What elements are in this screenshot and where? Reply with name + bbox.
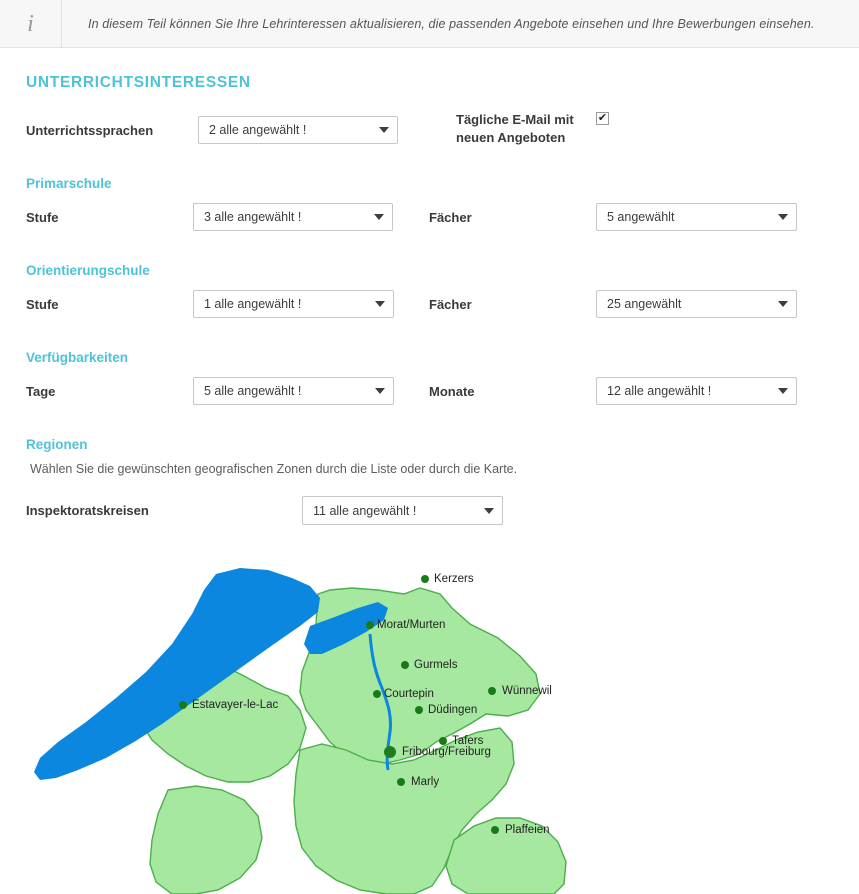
regionen-hint: Wählen Sie die gewünschten geografischen Zonen durch die Liste oder durch die Karte. xyxy=(30,462,518,476)
select-orientierungschule-stufe[interactable] xyxy=(193,290,394,318)
label-primarschule-stufe: Stufe xyxy=(26,210,59,225)
canton-map[interactable] xyxy=(0,564,859,894)
select-inspektoratskreisen-value: 11 alle angewählt ! xyxy=(313,503,417,518)
marker-courtepin[interactable] xyxy=(373,690,381,698)
map-label-fribourg-freiburg[interactable]: Fribourg/Freiburg xyxy=(402,746,491,758)
select-inspektoratskreisen[interactable] xyxy=(302,496,503,525)
map-region-south-west[interactable] xyxy=(150,786,262,894)
label-tage: Tage xyxy=(26,384,56,399)
label-primarschule-faecher: Fächer xyxy=(429,210,472,225)
info-icon-cell xyxy=(0,0,62,48)
select-primarschule-faecher-value: 5 angewählt xyxy=(607,210,675,224)
map-label-plaffeien[interactable]: Plaffeien xyxy=(505,824,550,836)
page-title: UNTERRICHTSINTERESSEN xyxy=(26,74,251,91)
row-unterrichtssprachen xyxy=(26,114,833,160)
chevron-down-icon[interactable] xyxy=(770,204,796,230)
subtitle-orientierungschule: Orientierungschule xyxy=(26,263,150,278)
select-tage-value: 5 alle angewählt ! xyxy=(204,384,302,398)
chevron-down-icon[interactable] xyxy=(367,291,393,317)
chevron-down-icon[interactable] xyxy=(367,378,393,404)
map-label-duedingen[interactable]: Düdingen xyxy=(428,704,478,716)
info-bar xyxy=(0,0,859,48)
marker-estavayer-le-lac[interactable] xyxy=(179,701,187,709)
marker-morat-murten[interactable] xyxy=(366,621,374,629)
checkbox-daily-mail[interactable]: ✔ xyxy=(597,112,608,124)
label-daily-mail: Tägliche E-Mail mit neuen Angeboten xyxy=(456,112,574,145)
subtitle-primarschule: Primarschule xyxy=(26,176,112,191)
map-label-morat-murten[interactable]: Morat/Murten xyxy=(377,619,446,631)
label-orientierungschule-faecher: Fächer xyxy=(429,297,472,312)
select-orientierungschule-faecher[interactable] xyxy=(596,290,797,318)
row-orientierungschule xyxy=(26,288,833,334)
select-tage[interactable] xyxy=(193,377,394,405)
subtitle-verfuegbarkeiten: Verfügbarkeiten xyxy=(26,350,129,365)
marker-wuennewil[interactable] xyxy=(488,687,496,695)
chevron-down-icon[interactable] xyxy=(366,204,392,230)
select-monate-value: 12 alle angewählt ! xyxy=(607,384,712,398)
select-primarschule-stufe[interactable] xyxy=(193,203,393,231)
select-orientierungschule-stufe-value: 1 alle angewählt ! xyxy=(204,297,302,311)
canton-map-svg[interactable] xyxy=(0,564,859,894)
select-unterrichtssprachen-value: 2 alle angewählt ! xyxy=(209,123,307,137)
row-inspektoratskreisen xyxy=(26,494,833,540)
info-icon: i xyxy=(27,10,34,37)
label-inspektoratskreisen: Inspektoratskreisen xyxy=(26,503,149,518)
map-label-wuennewil[interactable]: Wünnewil xyxy=(502,685,552,697)
label-monate: Monate xyxy=(429,384,475,399)
label-unterrichtssprachen: Unterrichtssprachen xyxy=(26,123,154,138)
map-label-estavayer-le-lac[interactable]: Estavayer-le-Lac xyxy=(192,699,279,711)
label-orientierungschule-stufe: Stufe xyxy=(26,297,59,312)
map-label-tafers[interactable]: Tafers xyxy=(452,735,484,747)
main-content xyxy=(0,74,859,894)
row-verfuegbarkeiten xyxy=(26,375,833,421)
marker-kerzers[interactable] xyxy=(421,575,429,583)
subtitle-regionen: Regionen xyxy=(26,437,88,452)
map-label-marly[interactable]: Marly xyxy=(411,776,440,788)
select-primarschule-faecher[interactable] xyxy=(596,203,797,231)
chevron-down-icon[interactable] xyxy=(770,291,796,317)
map-label-gurmels[interactable]: Gurmels xyxy=(414,659,458,671)
marker-duedingen[interactable] xyxy=(415,706,423,714)
marker-tafers[interactable] xyxy=(439,737,447,745)
map-label-courtepin[interactable]: Courtepin xyxy=(384,688,434,700)
info-bar-text: In diesem Teil können Sie Ihre Lehrinteressen aktualisieren, die passenden Angebote einsehen und Ihre Bewerbungen einsehen. xyxy=(88,16,815,31)
chevron-down-icon[interactable] xyxy=(371,117,397,143)
marker-marly[interactable] xyxy=(397,778,405,786)
select-orientierungschule-faecher-value: 25 angewählt xyxy=(607,297,682,311)
marker-gurmels[interactable] xyxy=(401,661,409,669)
map-label-kerzers[interactable]: Kerzers xyxy=(434,573,474,585)
select-primarschule-stufe-value: 3 alle angewählt ! xyxy=(204,210,302,224)
select-unterrichtssprachen[interactable] xyxy=(198,116,398,144)
chevron-down-icon[interactable] xyxy=(770,378,796,404)
marker-plaffeien[interactable] xyxy=(491,826,499,834)
marker-fribourg-freiburg[interactable] xyxy=(384,746,396,758)
row-primarschule xyxy=(26,201,833,247)
chevron-down-icon[interactable] xyxy=(476,497,502,524)
select-monate[interactable] xyxy=(596,377,797,405)
